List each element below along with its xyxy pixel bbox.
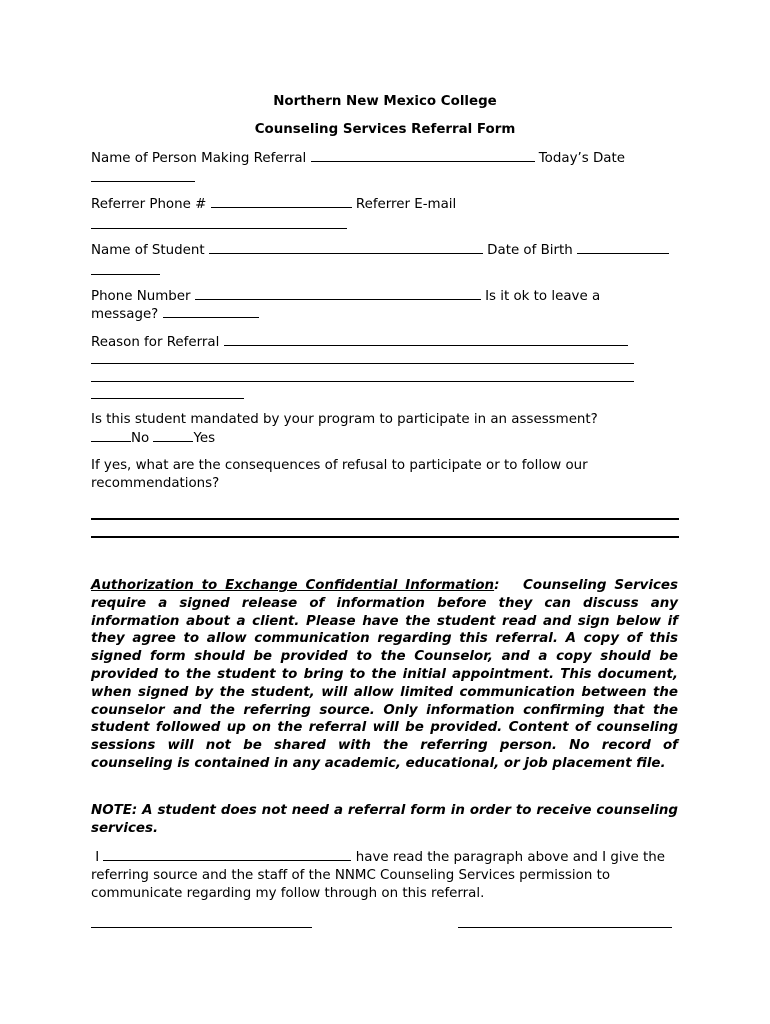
authorization-heading: Authorization to Exchange Confidential Information <box>91 578 495 593</box>
todays-date-field[interactable] <box>91 181 195 182</box>
date-signature-line[interactable] <box>458 927 672 928</box>
consequences-line-1[interactable] <box>91 518 679 520</box>
reason-line-3[interactable] <box>91 381 634 382</box>
referrer-email-label: Referrer E-mail <box>355 197 457 212</box>
student-name-field[interactable] <box>209 241 483 254</box>
reason-line-4[interactable] <box>91 398 244 399</box>
reason-label: Reason for Referral <box>91 335 220 350</box>
authorization-paragraph <box>91 577 678 773</box>
todays-date-label: Today’s Date <box>538 151 626 166</box>
reason-row <box>91 333 628 352</box>
mandate-question: Is this student mandated by your program to participate in an assessment? <box>91 412 598 427</box>
student-phone-row <box>91 287 600 306</box>
referrer-email-field[interactable] <box>91 228 347 229</box>
leave-message-field[interactable] <box>163 305 259 318</box>
authorization-body: Counseling Services require a signed release of information before they can discuss any information about a client. Please have the student read and sign below if they agree to allow communication regarding this referral. A copy of this signed form should be provided to the Counselor, and a copy should be provided to the student to bring to the initial appointment. This document, when signed by the student, will allow limited communication between the counselor and the referring source. Only information confirming that the student followed up on the referral will be provided. Content of counseling sessions will not be shared with the referring person. No record of counseling is contained in any academic, educational, or job placement file. <box>91 578 678 771</box>
leave-message-row <box>91 305 259 324</box>
referrer-phone-label: Referrer Phone # <box>91 197 207 212</box>
referrer-name-label: Name of Person Making Referral <box>91 151 307 166</box>
referrer-name-row <box>91 149 625 168</box>
mandate-yes-label: Yes <box>193 431 216 446</box>
leave-message-label-2: message? <box>91 307 159 322</box>
student-phone-field[interactable] <box>195 287 481 300</box>
referrer-contact-row <box>91 195 456 214</box>
mandate-no-label: No <box>131 431 150 446</box>
student-name-label: Name of Student <box>91 243 205 258</box>
reason-line-2[interactable] <box>91 363 634 364</box>
dob-field[interactable] <box>577 241 669 254</box>
consent-text: have read the paragraph above and I give the referring source and the staff of the NNMC Counseling Services permission to communicate regarding my follow through on this referral. <box>91 850 665 901</box>
college-name: Northern New Mexico College <box>273 94 497 109</box>
note-paragraph: NOTE: A student does not need a referral form in order to receive counseling services. <box>91 803 678 836</box>
leave-message-label: Is it ok to leave a <box>485 289 601 304</box>
student-signature-line[interactable] <box>91 927 312 928</box>
consequences-question-1: If yes, what are the consequences of refusal to participate or to follow our <box>91 458 588 473</box>
consent-prefix: I <box>95 850 100 865</box>
authorization-heading-colon: : <box>494 578 500 593</box>
consequences-question-2: recommendations? <box>91 476 220 491</box>
referrer-name-field[interactable] <box>311 149 535 162</box>
mandate-no-field[interactable] <box>91 429 131 442</box>
mandate-yes-field[interactable] <box>153 429 193 442</box>
referrer-phone-field[interactable] <box>211 195 352 208</box>
dob-field-continued[interactable] <box>91 274 160 275</box>
student-name-consent-field[interactable] <box>103 848 351 861</box>
dob-label: Date of Birth <box>487 243 573 258</box>
reason-field[interactable] <box>224 333 628 346</box>
consequences-line-2[interactable] <box>91 536 679 538</box>
mandate-answer-row <box>91 429 215 448</box>
student-name-row <box>91 241 669 260</box>
consent-paragraph <box>91 848 681 903</box>
student-phone-label: Phone Number <box>91 289 191 304</box>
form-title: Counseling Services Referral Form <box>254 122 516 137</box>
